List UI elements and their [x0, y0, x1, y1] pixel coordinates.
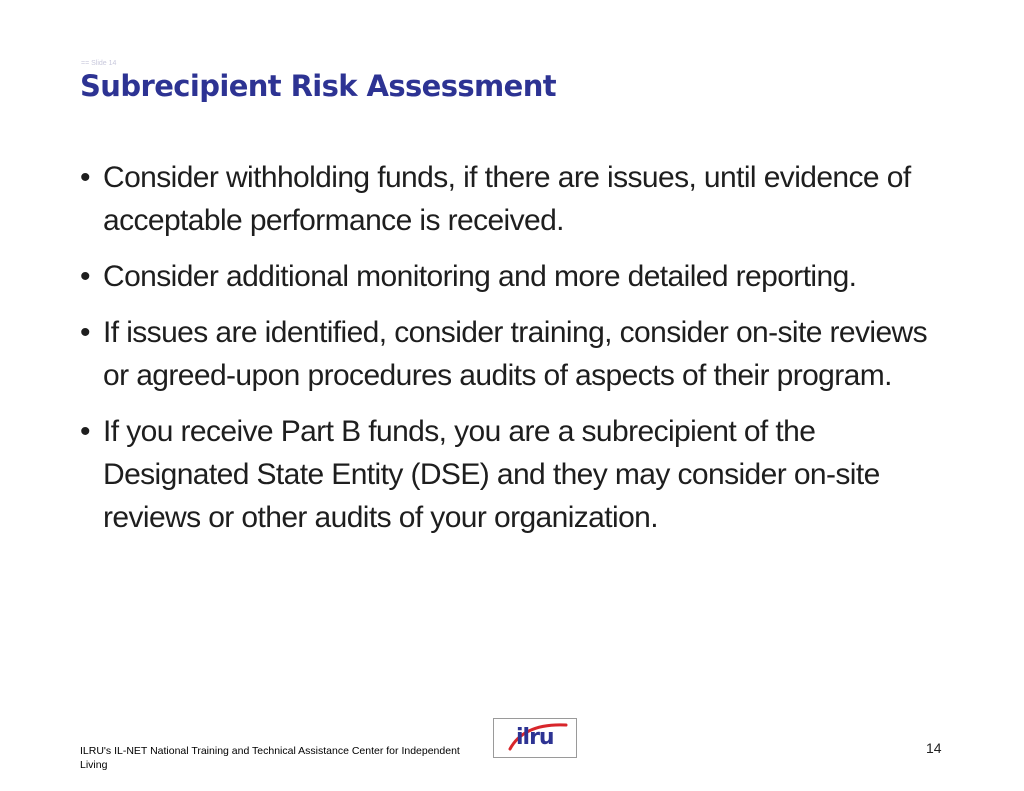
bullet-icon: • — [80, 316, 90, 349]
bullet-icon: • — [80, 415, 90, 448]
ilru-logo-icon — [493, 718, 577, 758]
logo-text: ilru — [516, 725, 554, 750]
bullet-item — [80, 255, 960, 298]
bullet-icon: • — [80, 260, 90, 293]
slide-marker: == Slide 14 — [81, 60, 117, 67]
bullet-item — [80, 311, 960, 397]
bullet-item — [80, 410, 960, 539]
slide-title: Subrecipient Risk Assessment — [80, 69, 557, 103]
bullet-text: If you receive Part B funds, you are a subrecipient of the Designated State Entity (DSE) and they may consider on-site reviews or other audits of your organization. — [103, 415, 880, 534]
bullet-text: Consider additional monitoring and more detailed reporting. — [103, 260, 857, 293]
bullet-text: If issues are identified, consider training, consider on-site reviews or agreed-upon procedures audits of aspects of their program. — [103, 316, 928, 392]
page-number: 14 — [926, 740, 942, 756]
bullet-item — [80, 156, 960, 242]
bullet-icon: • — [80, 161, 90, 194]
footer-organization: ILRU's IL-NET National Training and Technical Assistance Center for Independent Living — [80, 745, 460, 771]
bullet-text: Consider withholding funds, if there are issues, until evidence of acceptable performance is received. — [103, 161, 911, 237]
bullet-list — [80, 156, 960, 552]
